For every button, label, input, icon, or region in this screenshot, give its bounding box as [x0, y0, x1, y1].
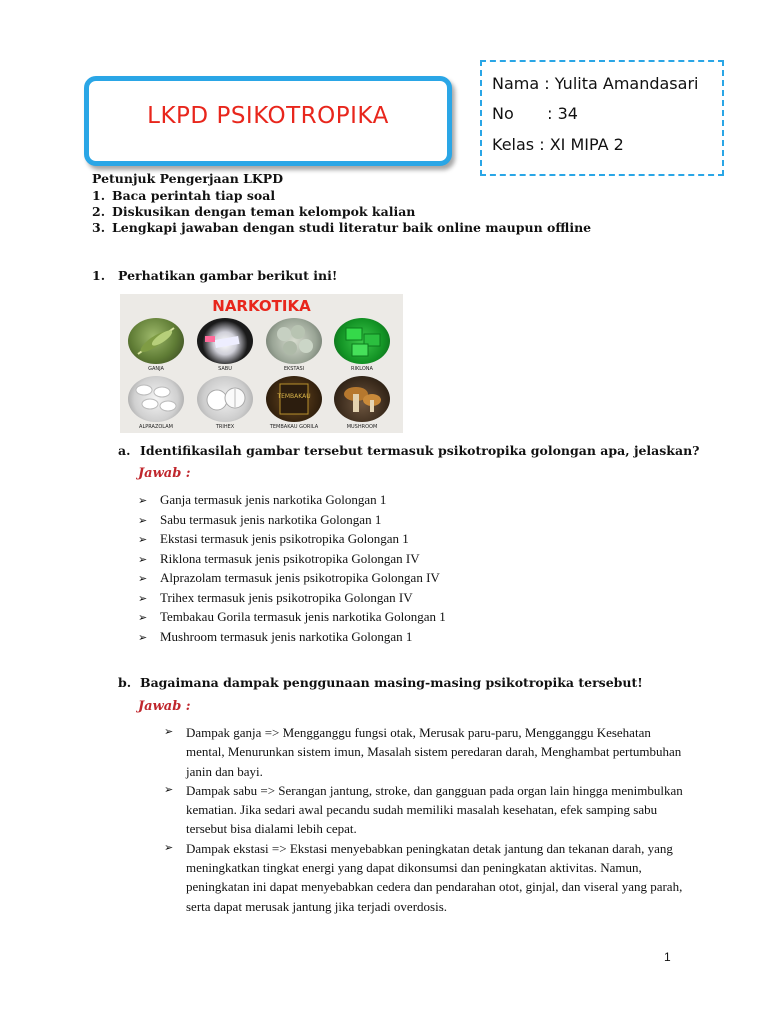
answer-text: Dampak ekstasi => Ekstasi menyebabkan peningkatan detak jantung dan tekanan darah, yang meningkatkan tingkat energi yang dapat dikonsumsi dan peningkatan aktivitas. Namun, peningkatan ini dapat menyebabkan cedera dan pendarahan otot, ginjal, dan viseral yang parah, serta dapat merusak jantung jika terjadi overdosis.: [186, 840, 683, 914]
answer-text: Mushroom termasuk jenis narkotika Golongan 1: [160, 628, 413, 644]
arrow-bullet-icon: ➢: [138, 514, 148, 527]
tembakau-gorila-image: [266, 376, 322, 422]
question-b-num: b.: [118, 675, 132, 690]
answer-text: Ekstasi termasuk jenis psikotropika Golongan 1: [160, 531, 409, 546]
alprazolam-image: [128, 376, 184, 422]
riklona-image: [334, 318, 390, 364]
image-label: GANJA: [148, 366, 164, 372]
instruction-num: 1.: [92, 188, 106, 203]
arrow-bullet-icon: ➢: [164, 783, 174, 796]
document-title: LKPD PSIKOTROPIKA: [147, 103, 389, 129]
trihex-image: [197, 376, 253, 422]
name-line: [492, 74, 698, 93]
answer-text: Dampak sabu => Serangan jantung, stroke, dan gangguan pada organ lain hingga menimbulkan kematian. Jika sedari awal pecandu sudah memiliki masalah kesehatan, efek samping sabu tersebut bisa dialami lebih cepat.: [186, 782, 683, 837]
arrow-bullet-icon: ➢: [138, 592, 148, 605]
question-1-num: 1.: [92, 268, 106, 283]
instruction-item: [92, 220, 591, 235]
list-item: [138, 590, 446, 610]
arrow-bullet-icon: ➢: [138, 553, 148, 566]
image-label: MUSHROOM: [346, 424, 378, 430]
number-line: [492, 104, 578, 123]
image-label: EKSTASI: [283, 366, 305, 372]
image-label: TRIHEX: [215, 424, 235, 430]
arrow-bullet-icon: ➢: [164, 726, 174, 738]
list-item: [164, 723, 684, 781]
title-box: [84, 76, 452, 166]
answer-text: Alprazolam termasuk jenis psikotropika Golongan IV: [160, 570, 440, 585]
question-b-text: Bagaimana dampak penggunaan masing-masing psikotropika tersebut!: [140, 675, 643, 690]
list-item: [138, 570, 446, 590]
arrow-bullet-icon: ➢: [164, 841, 174, 854]
instruction-text: Baca perintah tiap soal: [112, 188, 276, 203]
ganja-image: [128, 318, 184, 364]
question-a-text: Identifikasilah gambar tersebut termasuk psikotropika golongan apa, jelaskan?: [140, 443, 700, 458]
image-title: NARKOTIKA: [212, 297, 311, 315]
svg-text:TEMBAKAU: TEMBAKAU: [277, 393, 311, 400]
arrow-bullet-icon: ➢: [138, 534, 148, 546]
answer-text: Dampak ganja => Mengganggu fungsi otak, Merusak paru-paru, Mengganggu Kesehatan mental, Menurunkan sistem imun, Masalah sistem peredaran darah, Menghambat pertumbuhan janin dan bayi.: [186, 725, 682, 779]
instruction-num: 2.: [92, 204, 106, 219]
image-label: SABU: [218, 366, 232, 372]
class-line: [492, 135, 624, 154]
list-item: [138, 512, 446, 532]
list-item: [164, 839, 684, 916]
arrow-bullet-icon: ➢: [138, 631, 148, 644]
image-label: RIKLONA: [351, 366, 373, 372]
answer-b-label: Jawab :: [138, 699, 191, 714]
number-label: No: [492, 104, 514, 123]
arrow-bullet-icon: ➢: [138, 495, 148, 507]
instruction-item: [92, 188, 275, 203]
instructions-heading: Petunjuk Pengerjaan LKPD: [92, 171, 284, 186]
sabu-image: [197, 318, 253, 364]
page-number: 1: [664, 950, 671, 964]
question-a: [118, 443, 699, 458]
question-1: [92, 268, 337, 283]
answer-text: Trihex termasuk jenis psikotropika Golongan IV: [160, 589, 413, 605]
identity-box: [480, 60, 724, 176]
answer-a-list: [138, 492, 446, 648]
answer-text: Ganja termasuk jenis narkotika Golongan 1: [160, 492, 387, 507]
image-label: TEMBAKAU GORILA: [269, 424, 319, 430]
list-item: [138, 531, 446, 551]
question-1-text: Perhatikan gambar berikut ini!: [118, 268, 338, 283]
narcotics-image: [120, 294, 403, 433]
ekstasi-image: [266, 318, 322, 364]
arrow-bullet-icon: ➢: [138, 573, 148, 585]
list-item: [138, 551, 446, 571]
arrow-bullet-icon: ➢: [138, 612, 148, 624]
list-item: [138, 609, 446, 629]
question-a-num: a.: [118, 443, 131, 458]
list-item: [138, 629, 446, 649]
name-value: Yulita Amandasari: [554, 74, 699, 93]
answer-text: Tembakau Gorila termasuk jenis narkotika Golongan 1: [160, 609, 446, 624]
answer-text: Riklona termasuk jenis psikotropika Golongan IV: [160, 550, 420, 566]
answer-b-list: [164, 723, 684, 916]
instruction-text: Diskusikan dengan teman kelompok kalian: [112, 204, 416, 219]
question-b: [118, 675, 643, 690]
mushroom-image: [334, 376, 390, 422]
class-label: Kelas :: [492, 135, 545, 154]
instruction-num: 3.: [92, 220, 106, 235]
list-item: [164, 781, 684, 839]
name-label: Nama :: [492, 74, 550, 93]
list-item: [138, 492, 446, 512]
answer-text: Sabu termasuk jenis narkotika Golongan 1: [160, 511, 382, 527]
answer-a-label: Jawab :: [138, 466, 191, 481]
class-value: XI MIPA 2: [549, 135, 624, 154]
instruction-text: Lengkapi jawaban dengan studi literatur baik online maupun offline: [112, 220, 592, 235]
instruction-item: [92, 204, 415, 219]
number-value: : 34: [547, 104, 578, 123]
image-label: ALPRAZOLAM: [139, 424, 173, 430]
